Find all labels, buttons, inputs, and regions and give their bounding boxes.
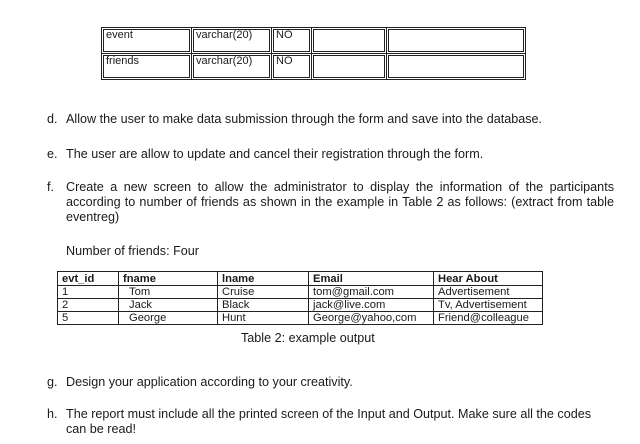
item-text: Allow the user to make data submission through the form and save into the database. bbox=[66, 112, 543, 126]
item-letter: f. bbox=[47, 180, 54, 194]
schema-field-cell: event bbox=[102, 28, 192, 54]
column-header-email: Email bbox=[309, 272, 434, 286]
cell-fname: George bbox=[119, 312, 218, 325]
item-text: The report must include all the printed screen of the Input and Output. Make sure all the codes can be read! bbox=[66, 407, 592, 436]
item-letter: e. bbox=[47, 147, 58, 161]
cell-evt-id: 1 bbox=[58, 286, 119, 299]
schema-field-cell: friends bbox=[102, 54, 192, 80]
cell-evt-id: 5 bbox=[58, 312, 119, 325]
schema-row bbox=[102, 28, 526, 54]
schema-key-cell bbox=[312, 28, 387, 54]
schema-null-cell: NO bbox=[272, 54, 312, 80]
schema-table bbox=[101, 27, 526, 80]
item-text: Design your application according to your creativity. bbox=[66, 375, 353, 389]
schema-extra-cell bbox=[387, 54, 526, 80]
friends-count-label: Number of friends: Four bbox=[66, 244, 199, 258]
cell-fname: Jack bbox=[119, 299, 218, 312]
cell-lname: Hunt bbox=[218, 312, 309, 325]
cell-fname: Tom bbox=[119, 286, 218, 299]
item-letter: h. bbox=[47, 407, 58, 421]
table-row bbox=[58, 312, 543, 325]
cell-hear-about: Friend@colleague bbox=[434, 312, 543, 325]
schema-key-cell bbox=[312, 54, 387, 80]
schema-extra-cell bbox=[387, 28, 526, 54]
cell-lname: Black bbox=[218, 299, 309, 312]
cell-email: tom@gmail.com bbox=[309, 286, 434, 299]
item-letter: g. bbox=[47, 375, 58, 389]
schema-null-cell: NO bbox=[272, 28, 312, 54]
schema-type-cell: varchar(20) bbox=[192, 28, 272, 54]
column-header-hear-about: Hear About bbox=[434, 272, 543, 286]
cell-hear-about: Advertisement bbox=[434, 286, 543, 299]
cell-evt-id: 2 bbox=[58, 299, 119, 312]
cell-hear-about: Tv, Advertisement bbox=[434, 299, 543, 312]
column-header-evt-id: evt_id bbox=[58, 272, 119, 286]
table-row bbox=[58, 286, 543, 299]
cell-lname: Cruise bbox=[218, 286, 309, 299]
column-header-lname: lname bbox=[218, 272, 309, 286]
item-text: Create a new screen to allow the administrator to display the information of the participants according to number of friends as shown in the example in Table 2 as follows: (extract from table eventreg) bbox=[66, 180, 614, 224]
schema-row bbox=[102, 54, 526, 80]
cell-email: jack@live.com bbox=[309, 299, 434, 312]
table-header-row bbox=[58, 272, 543, 286]
table-row bbox=[58, 299, 543, 312]
column-header-fname: fname bbox=[119, 272, 218, 286]
cell-email: George@yahoo,com bbox=[309, 312, 434, 325]
schema-type-cell: varchar(20) bbox=[192, 54, 272, 80]
item-letter: d. bbox=[47, 112, 58, 126]
participants-table bbox=[57, 271, 543, 325]
item-text: The user are allow to update and cancel their registration through the form. bbox=[66, 147, 484, 161]
table-caption: Table 2: example output bbox=[241, 331, 375, 345]
